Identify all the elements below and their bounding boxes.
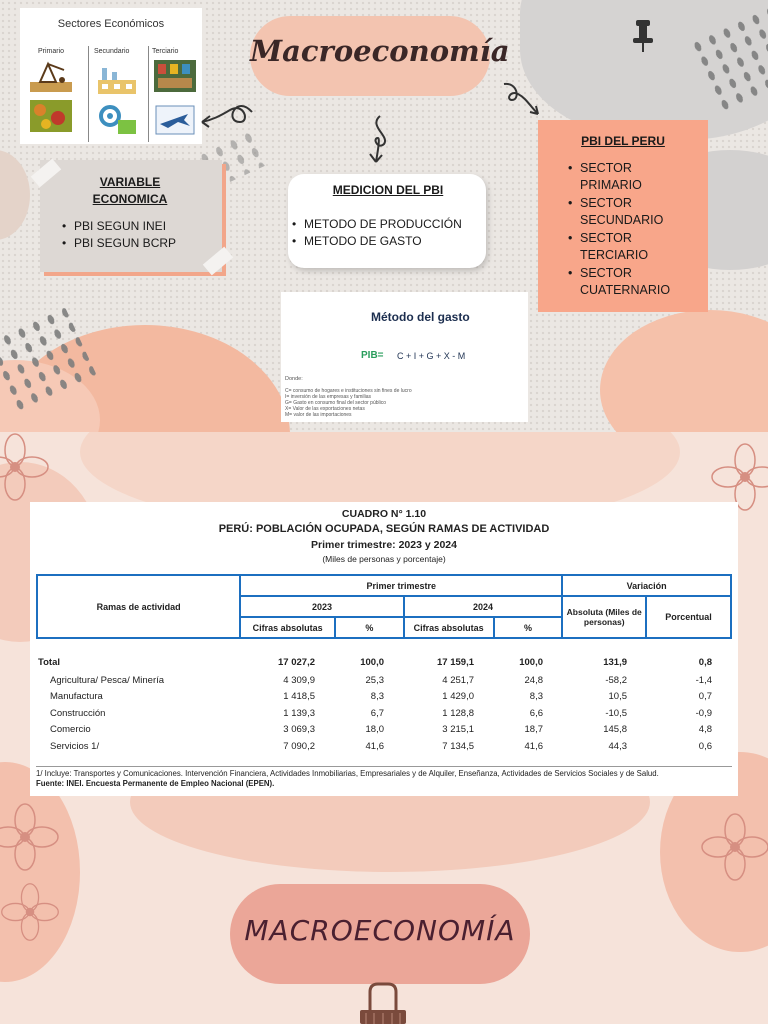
row-label: Construcción [50, 707, 106, 719]
header-cifras-2023: Cifras absolutas [240, 617, 335, 638]
cell: 145,8 [603, 724, 627, 736]
header-porcentual: Porcentual [646, 596, 731, 638]
header-variacion: Variación [562, 575, 731, 596]
cell: 6,7 [370, 707, 384, 719]
cell: 17 159,1 [437, 656, 474, 668]
table-row [36, 738, 732, 755]
table-row [36, 722, 732, 739]
flower-icon [0, 432, 50, 502]
list-item: • PBI SEGUN INEI [62, 218, 176, 235]
list-item: • SECTOR CUATERNARIO [568, 265, 688, 299]
header-absoluta: Absoluta (Miles de personas) [562, 596, 646, 638]
table-header [36, 574, 732, 639]
divider [148, 46, 149, 142]
divider [36, 766, 732, 767]
cell: 1 418,5 [283, 691, 315, 703]
table-subtitle: Primer trimestre: 2023 y 2024 [311, 539, 457, 551]
cell: 41,6 [524, 740, 543, 752]
sector-primario-label: Primario [38, 48, 65, 55]
cell: 131,9 [603, 656, 627, 668]
cell: 3 069,3 [283, 724, 315, 736]
header-2024: 2024 [404, 596, 563, 617]
cell: 0,7 [698, 691, 712, 703]
variable-economica-card [40, 160, 222, 272]
oil-well-icon [30, 60, 72, 92]
cell: -0,9 [695, 707, 712, 719]
table-body [36, 652, 732, 755]
row-label: Comercio [50, 724, 91, 736]
cell: 1 429,0 [442, 691, 474, 703]
row-label: Total [38, 656, 60, 668]
header-pct-2024: % [494, 617, 563, 638]
pib-formula: C + I + G + X - M [397, 351, 466, 361]
row-label: Servicios 1/ [50, 740, 100, 752]
pbi-peru-list [568, 160, 688, 299]
header-cifras-2024: Cifras absolutas [404, 617, 494, 638]
table-row [36, 705, 732, 722]
pbi-peru-card [538, 120, 708, 312]
cell: 4,8 [698, 724, 712, 736]
cell: 18,0 [365, 724, 384, 736]
sector-secundario-label: Secundario [94, 48, 130, 55]
flower-icon [0, 802, 60, 872]
footer-title: MACROECONOMÍA [244, 914, 516, 947]
poblacion-ocupada-table-card [30, 502, 738, 796]
cell: 7 090,2 [283, 740, 315, 752]
header-primer-trimestre: Primer trimestre [240, 575, 562, 596]
cell: 8,3 [529, 691, 543, 703]
cell: 1 139,3 [283, 707, 315, 719]
metodo-gasto-title: Método del gasto [371, 310, 470, 324]
table-footnote: 1/ Incluye: Transportes y Comunicaciones. Intervención Financiera, Actividades Inmobiliarias, Empresariales y de Alquiler, Enseñanza, Actividades de Servicios Sociales y de Salud. [36, 769, 659, 778]
cell: 8,3 [370, 691, 384, 703]
cell: 100,0 [360, 656, 384, 668]
table-row [36, 689, 732, 706]
list-item: • METODO DE GASTO [292, 233, 462, 250]
factory-icon [96, 64, 138, 96]
page-title: Macroeconomía [250, 34, 510, 68]
definition: C= consumo de hogares e instituciones sin fines de lucro [285, 388, 412, 394]
row-label: Agricultura/ Pesca/ Minería [50, 674, 165, 686]
curly-arrow-icon [500, 80, 544, 120]
gears-icon [96, 104, 138, 136]
footer-title-pill [230, 884, 530, 984]
medicion-pbi-card [288, 174, 486, 268]
definition: M= valor de las importaciones [285, 412, 352, 418]
decor-blob [600, 310, 768, 432]
cell: 18,7 [524, 724, 543, 736]
cell: 7 134,5 [442, 740, 474, 752]
decor-blob [0, 150, 30, 240]
definitions-list [285, 388, 412, 418]
cell: 17 027,2 [278, 656, 315, 668]
table-source: Fuente: INEI. Encuesta Permanente de Empleo Nacional (EPEN). [36, 779, 275, 788]
variable-economica-list [62, 218, 176, 252]
list-item: • SECTOR SECUNDARIO [568, 195, 688, 229]
definition: X= Valor de las exportaciones netas [285, 406, 365, 412]
medicion-list [292, 216, 462, 250]
sector-terciario-label: Terciario [152, 48, 179, 55]
pbi-peru-heading: PBI DEL PERU [581, 134, 665, 148]
title-pill [250, 16, 510, 96]
divider [88, 46, 89, 142]
binder-clip-icon [356, 982, 410, 1024]
medicion-heading: MEDICION DEL PBI [332, 183, 444, 197]
row-label: Manufactura [50, 691, 103, 703]
flower-icon [700, 812, 768, 882]
crops-icon [30, 100, 72, 132]
pib-label: PIB= [361, 350, 384, 361]
top-slide [0, 0, 768, 432]
market-icon [154, 60, 196, 92]
list-item: • PBI SEGUN BCRP [62, 235, 176, 252]
cell: 10,5 [608, 691, 627, 703]
curly-arrow-icon [364, 114, 394, 166]
pushpin-icon [628, 18, 658, 54]
header-ramas: Ramas de actividad [37, 575, 240, 638]
header-2023: 2023 [240, 596, 404, 617]
cell: 3 215,1 [442, 724, 474, 736]
donde-label: Donde: [285, 376, 303, 382]
cell: 25,3 [365, 674, 384, 686]
cell: 0,8 [698, 656, 712, 668]
curly-arrow-icon [196, 92, 256, 132]
sectores-title: Sectores Económicos [57, 18, 165, 30]
variable-economica-heading: VARIABLE ECONOMICA [92, 175, 168, 206]
cell: 1 128,8 [442, 707, 474, 719]
definition: G= Gasto en consumo final del sector público [285, 400, 387, 406]
table-row [36, 672, 732, 689]
list-item: • METODO DE PRODUCCIÓN [292, 216, 462, 233]
cuadro-number: CUADRO N° 1.10 [341, 508, 427, 520]
cell: -58,2 [605, 674, 627, 686]
table-title: PERÚ: POBLACIÓN OCUPADA, SEGÚN RAMAS DE ACTIVIDAD [218, 523, 550, 535]
table-units: (Miles de personas y porcentaje) [322, 554, 446, 564]
metodo-gasto-card [281, 292, 528, 422]
cell: 41,6 [365, 740, 384, 752]
sectores-economicos-card [20, 8, 202, 144]
bottom-slide [0, 432, 768, 1024]
list-item: • SECTOR PRIMARIO [568, 160, 688, 194]
cell: 4 309,9 [283, 674, 315, 686]
cell: 24,8 [524, 674, 543, 686]
header-pct-2023: % [335, 617, 404, 638]
cell: -10,5 [605, 707, 627, 719]
cell: 6,6 [529, 707, 543, 719]
cell: 0,6 [698, 740, 712, 752]
definition: I= inversión de las empresas y familias [285, 394, 372, 400]
flower-icon [0, 882, 60, 942]
cell: 100,0 [519, 656, 543, 668]
cell: 44,3 [608, 740, 627, 752]
airplane-icon [154, 104, 196, 136]
list-item: • SECTOR TERCIARIO [568, 230, 688, 264]
table-row [36, 652, 732, 672]
cell: 4 251,7 [442, 674, 474, 686]
cell: -1,4 [695, 674, 712, 686]
